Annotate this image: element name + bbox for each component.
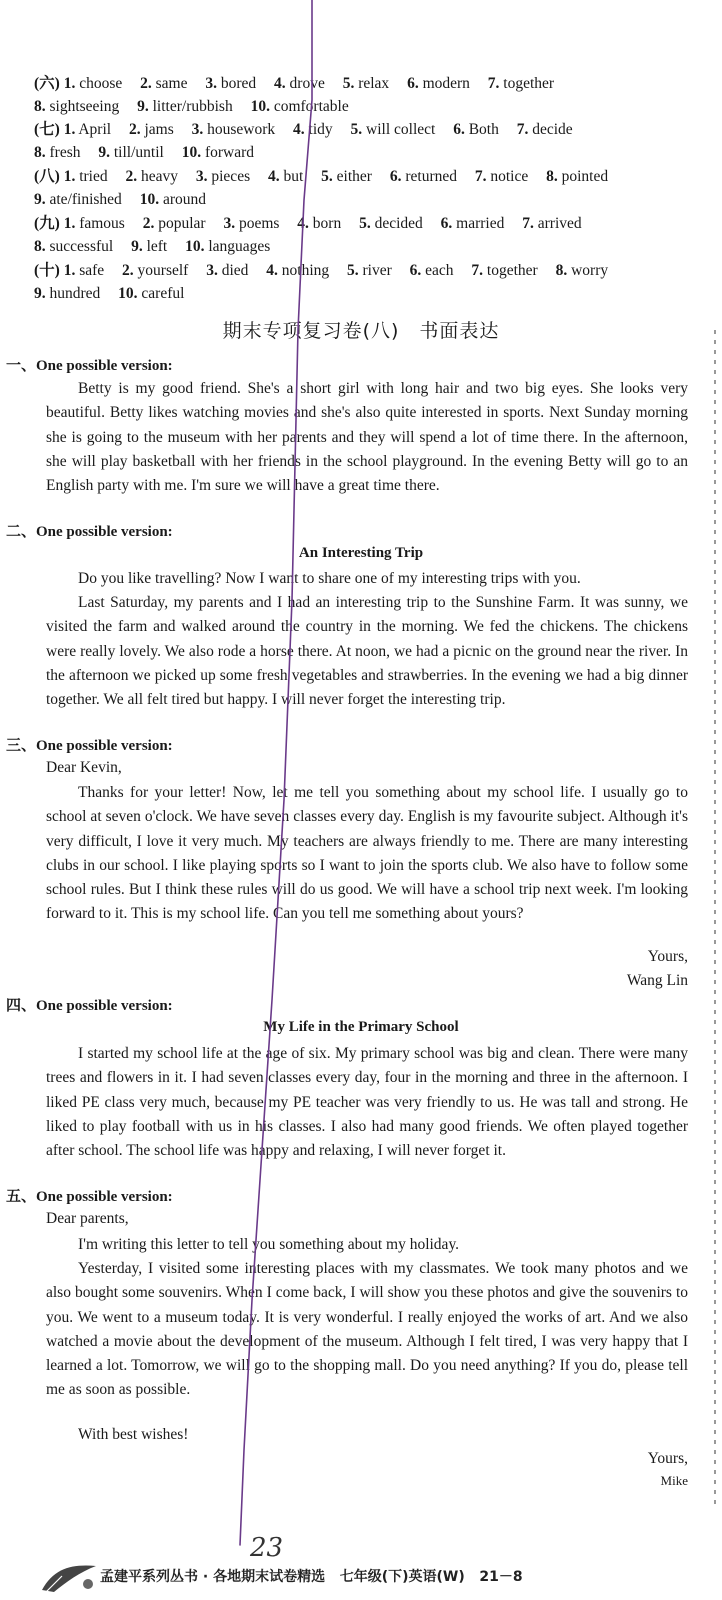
item-answer: pointed	[561, 168, 609, 185]
item-answer: tried	[79, 168, 108, 185]
item-answer: born	[312, 215, 342, 232]
item-number: 2.	[125, 168, 138, 185]
item-answer: yourself	[137, 262, 189, 279]
answer-row-label: (六)	[34, 75, 60, 92]
letter-signature: Wang Lin	[626, 972, 688, 989]
footer-dot: ·	[202, 1569, 209, 1585]
item-number: 3.	[205, 75, 217, 92]
item-number: 4.	[274, 75, 286, 92]
item-answer: river	[362, 262, 392, 279]
essay-paragraph: I started my school life at the age of six. My primary school was big and clean. There were many trees and flowers in it. I had seven classes every day, four in the morning and three in the afternoon. I liked PE class very much, because my PE teacher was very friendly to us. He was tall and strong. He liked to play football with us in his classes. I also had many good friends. We often played together after school. The school life was happy and relaxing, I will never forget it.	[46, 1045, 688, 1160]
item-number: 3.	[191, 121, 204, 138]
section-heading: 五、One possible version:	[6, 1189, 173, 1205]
item-answer: drove	[289, 75, 325, 92]
item-number: 1.	[63, 215, 76, 232]
item-number: 10.	[181, 144, 202, 161]
item-answer: arrived	[537, 215, 582, 232]
letter-greeting: Dear Kevin,	[46, 759, 122, 776]
essay-paragraph: Do you like travelling? Now I want to share one of my interesting trips with you.	[78, 570, 581, 587]
letter-body: I'm writing this letter to tell you something about my holiday.	[78, 1236, 460, 1253]
item-number: 9.	[34, 191, 46, 208]
item-answer: bored	[220, 75, 257, 92]
item-answer: notice	[490, 168, 529, 185]
item-number: 7.	[516, 121, 529, 138]
item-answer: sightseeing	[49, 98, 120, 115]
item-number: 9.	[34, 285, 46, 302]
item-number: 3.	[195, 168, 208, 185]
right-margin-dash	[714, 330, 716, 1510]
item-number: 6.	[440, 215, 453, 232]
item-answer: jams	[144, 121, 174, 138]
item-answer: nothing	[281, 262, 330, 279]
item-answer: together	[503, 75, 555, 92]
answer-row	[34, 259, 692, 283]
item-answer: pieces	[211, 168, 251, 185]
item-number: 10.	[185, 238, 205, 255]
item-number: 2.	[122, 262, 134, 279]
item-number: 3.	[223, 215, 236, 232]
item-answer: will collect	[366, 121, 436, 138]
item-number: 10.	[139, 191, 160, 208]
item-number: 9.	[98, 144, 110, 161]
item-answer: married	[456, 215, 505, 232]
section-heading: 三、One possible version:	[6, 738, 173, 754]
item-answer: same	[155, 75, 188, 92]
item-number: 8.	[34, 98, 46, 115]
item-number: 6.	[407, 75, 419, 92]
item-number: 5.	[347, 262, 359, 279]
item-number: 3.	[206, 262, 218, 279]
item-answer: tidy	[308, 121, 333, 138]
footer-page-code: 21－8	[479, 1569, 523, 1585]
item-answer: died	[221, 262, 249, 279]
item-answer: each	[425, 262, 454, 279]
item-number: 6.	[389, 168, 402, 185]
item-answer: litter/rubbish	[152, 98, 233, 115]
page-footer	[0, 1560, 722, 1600]
item-answer: returned	[405, 168, 457, 185]
item-number: 4.	[267, 168, 280, 185]
answer-row	[34, 212, 692, 236]
letter-closing: Yours,	[647, 1450, 688, 1467]
answer-row-label: (七)	[34, 121, 60, 138]
letter-greeting: Dear parents,	[46, 1210, 129, 1227]
item-number: 2.	[142, 215, 155, 232]
answer-row	[34, 188, 692, 212]
item-answer: poems	[238, 215, 280, 232]
item-number: 4.	[293, 121, 305, 138]
item-number: 4.	[297, 215, 309, 232]
item-number: 5.	[321, 168, 333, 185]
footer-book: 各地期末试卷精选	[213, 1569, 326, 1585]
footer-grade: 七年级(下)英语(W)	[339, 1569, 465, 1585]
answer-row-label: (八)	[34, 168, 60, 185]
footer-text	[100, 1566, 523, 1586]
letter-body: Yesterday, I visited some interesting places with my classmates. We took many photos and we also bought some souvenirs. When I come back, I will show you these photos and give the souvenirs to you. We went to a museum today. It is very wonderful. I really enjoyed the works of art. And we also watched a movie about the development of the museum. Although I felt tired, I was very happy that I learned a lot. Tomorrow, we will go to the shopping mall. Do you need anything? If you do, please tell me as soon as possible.	[46, 1260, 688, 1399]
answer-row	[34, 95, 692, 119]
letter-body: Thanks for your letter! Now, let me tell you something about my school life. I usually go to school at seven o'clock. We have seven classes every day. English is my favourite subject. Although it's very difficult, I love it very much. My teachers are always friendly to me. There are many interesting clubs in our school. I like playing sports so I want to join the sports club. We also have to follow some school rules. But I think these rules will do us good. We will have a school trip next week. I'm looking forward to it. This is my school life. Can you tell me something about yours?	[46, 784, 688, 923]
essay-title: My Life in the Primary School	[263, 1019, 459, 1035]
item-answer: April	[78, 121, 112, 138]
decorative-quill-icon	[40, 1562, 100, 1596]
item-number: 7.	[487, 75, 500, 92]
item-number: 2.	[128, 121, 141, 138]
item-answer: left	[146, 238, 168, 255]
item-answer: relax	[358, 75, 390, 92]
letter-closing: Yours,	[647, 948, 688, 965]
item-number: 10.	[250, 98, 270, 115]
item-answer: together	[486, 262, 538, 279]
handwritten-page-number: 23	[250, 1533, 284, 1563]
item-number: 6.	[453, 121, 465, 138]
item-answer: till/until	[113, 144, 164, 161]
item-answer: fresh	[49, 144, 81, 161]
answer-row	[34, 141, 692, 165]
item-number: 8.	[34, 238, 46, 255]
letter-signature: Mike	[660, 1473, 688, 1488]
item-number: 7.	[471, 262, 484, 279]
item-number: 5.	[350, 121, 363, 138]
letter-wishes: With best wishes!	[78, 1426, 189, 1443]
item-number: 8.	[34, 144, 46, 161]
item-number: 2.	[140, 75, 152, 92]
item-number: 1.	[63, 262, 76, 279]
section-title: 期末专项复习卷(八) 书面表达	[222, 320, 500, 342]
item-number: 6.	[409, 262, 422, 279]
item-answer: either	[336, 168, 372, 185]
answer-row	[34, 282, 692, 306]
item-number: 8.	[546, 168, 558, 185]
answer-row-label: (十)	[34, 262, 60, 279]
item-answer: ate/finished	[49, 191, 122, 208]
item-answer: languages	[208, 238, 271, 255]
item-answer: comfortable	[273, 98, 349, 115]
item-answer: famous	[79, 215, 125, 232]
item-number: 1.	[63, 121, 76, 138]
item-answer: hundred	[49, 285, 101, 302]
answer-row	[34, 165, 692, 189]
item-answer: successful	[49, 238, 114, 255]
item-answer: choose	[79, 75, 123, 92]
item-number: 10.	[118, 285, 138, 302]
item-answer: decide	[532, 121, 573, 138]
item-answer: popular	[158, 215, 206, 232]
answer-row-label: (九)	[34, 215, 60, 232]
item-answer: but	[283, 168, 304, 185]
item-number: 7.	[474, 168, 487, 185]
essay-paragraph: Betty is my good friend. She's a short girl with long hair and two big eyes. She looks very beautiful. Betty likes watching movies and she's also quite interested in sports. Next Sunday morning she is going to the museum with her parents and they will spend a lot of time there. In the afternoon, she will play basketball with her friends in the school playground. In the evening Betty will go to an English party with me. I'm sure we will have a great time there.	[46, 380, 688, 495]
item-number: 1.	[63, 168, 76, 185]
item-number: 8.	[555, 262, 568, 279]
answer-row	[34, 72, 692, 96]
section-heading: 四、One possible version:	[6, 998, 173, 1014]
footer-series: 孟建平系列丛书	[100, 1569, 198, 1585]
item-number: 7.	[522, 215, 534, 232]
item-answer: modern	[422, 75, 470, 92]
item-answer: decided	[374, 215, 423, 232]
item-answer: worry	[571, 262, 609, 279]
item-number: 9.	[137, 98, 149, 115]
item-answer: careful	[141, 285, 185, 302]
item-number: 9.	[131, 238, 143, 255]
item-answer: forward	[204, 144, 255, 161]
item-answer: safe	[79, 262, 105, 279]
section-heading: 二、One possible version:	[6, 524, 173, 540]
item-answer: heavy	[140, 168, 178, 185]
item-answer: around	[162, 191, 206, 208]
item-answer: housework	[207, 121, 276, 138]
section-heading: 一、One possible version:	[6, 358, 173, 374]
answer-row	[34, 235, 692, 259]
essay-paragraph: Last Saturday, my parents and I had an interesting trip to the Sunshine Farm. It was sunny, we visited the farm and walked around the country in the morning. We fed the chickens. The chickens were really lovely. We also rode a horse there. At noon, we had a picnic on the ground near the river. In the afternoon we picked up some fresh vegetables and strawberries. In the evening we had a big dinner together. We all felt tired but happy. I will never forget the interesting trip.	[46, 594, 688, 709]
item-number: 5.	[359, 215, 371, 232]
item-number: 4.	[266, 262, 278, 279]
item-number: 1.	[63, 75, 76, 92]
essay-title: An Interesting Trip	[298, 545, 424, 561]
item-number: 5.	[342, 75, 355, 92]
item-answer: Both	[468, 121, 499, 138]
answer-row	[34, 118, 692, 142]
